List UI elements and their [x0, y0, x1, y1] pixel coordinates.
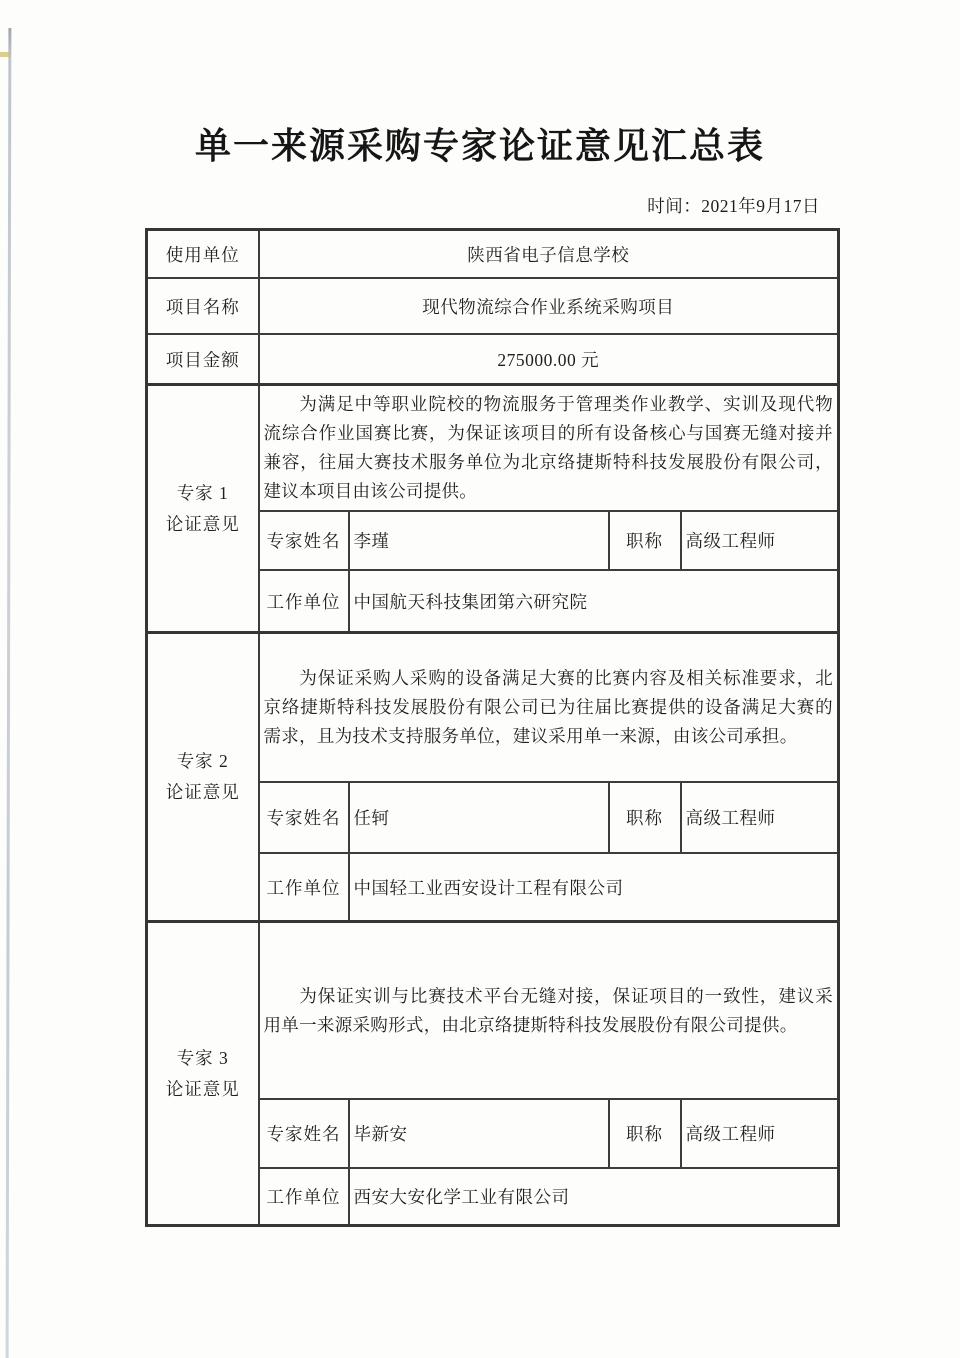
expert3-section-label: [147, 922, 259, 1226]
using-unit-label: 使用单位: [147, 230, 259, 279]
scanner-edge-artifact: [6, 28, 12, 1358]
expert2-job-title-value: 高级工程师: [681, 782, 839, 853]
expert-name-label: 专家姓名: [259, 782, 349, 853]
expert3-opinion-text: 为保证实训与比赛技术平台无缝对接，保证项目的一致性，建议采用单一来源采购形式，由北京络捷斯特科技发展股份有限公司提供。: [263, 985, 833, 1035]
expert3-name-value: 毕新安: [349, 1099, 609, 1168]
expert2-section-label: [147, 633, 259, 922]
expert3-label-line1: 专家 3: [176, 1047, 229, 1068]
summary-table: [145, 228, 840, 1227]
expert3-job-title-value: 高级工程师: [681, 1099, 839, 1168]
expert1-opinion-text: 为满足中等职业院校的物流服务于管理类作业教学、实训及现代物流综合作业国赛比赛，为保证该项目的所有设备核心与国赛无缝对接并兼容，往届大赛技术服务单位为北京络捷斯特科技发展股份有限公司，建议本项目由该公司提供。: [263, 394, 833, 501]
work-unit-label: 工作单位: [259, 570, 349, 633]
expert3-label-line2: 论证意见: [165, 1078, 240, 1099]
project-amount-label: 项目金额: [147, 334, 259, 385]
document-title: 单一来源采购专家论证意见汇总表: [194, 126, 765, 166]
expert1-opinion-cell: [259, 385, 839, 512]
expert2-label-line2: 论证意见: [165, 782, 240, 802]
project-name-value: 现代物流综合作业系统采购项目: [259, 278, 839, 334]
expert1-label-line2: 论证意见: [165, 513, 240, 534]
job-title-label: 职称: [609, 1099, 681, 1168]
table-row: [147, 230, 839, 279]
expert1-opinion-row: [147, 385, 839, 512]
project-amount-value: 275000.00 元: [259, 334, 839, 385]
project-name-label: 项目名称: [147, 278, 259, 334]
expert1-name-value: 李瑾: [349, 511, 609, 570]
scanner-edge-mark: [0, 52, 10, 57]
job-title-label: 职称: [609, 511, 681, 570]
table-row: [147, 278, 839, 334]
expert2-opinion-text: 为保证采购人采购的设备满足大赛的比赛内容及相关标准要求，北京络捷斯特科技发展股份有限公司已为往届比赛提供的设备满足大赛的需求，且为技术支持服务单位，建议采用单一来源，由该公司承担。: [263, 668, 833, 746]
using-unit-value: 陕西省电子信息学校: [259, 230, 839, 279]
expert1-workunit-value: 中国航天科技集团第六研究院: [349, 570, 839, 633]
expert2-opinion-cell: [259, 633, 839, 783]
expert3-workunit-value: 西安大安化学工业有限公司: [349, 1168, 839, 1226]
expert1-label-line1: 专家 1: [176, 482, 229, 503]
expert2-opinion-row: [147, 633, 839, 783]
expert-name-label: 专家姓名: [259, 1099, 349, 1168]
expert1-job-title-value: 高级工程师: [681, 511, 839, 570]
expert2-label-line1: 专家 2: [176, 751, 229, 771]
table-row: [147, 334, 839, 385]
work-unit-label: 工作单位: [259, 853, 349, 922]
expert1-section-label: [147, 385, 259, 633]
expert2-name-value: 任轲: [349, 782, 609, 853]
expert-name-label: 专家姓名: [259, 511, 349, 570]
expert2-workunit-value: 中国轻工业西安设计工程有限公司: [349, 853, 839, 922]
expert3-opinion-cell: [259, 922, 839, 1100]
expert3-opinion-row: [147, 922, 839, 1100]
document-date: 时间：2021年9月17日: [647, 196, 820, 216]
job-title-label: 职称: [609, 782, 681, 853]
work-unit-label: 工作单位: [259, 1168, 349, 1226]
